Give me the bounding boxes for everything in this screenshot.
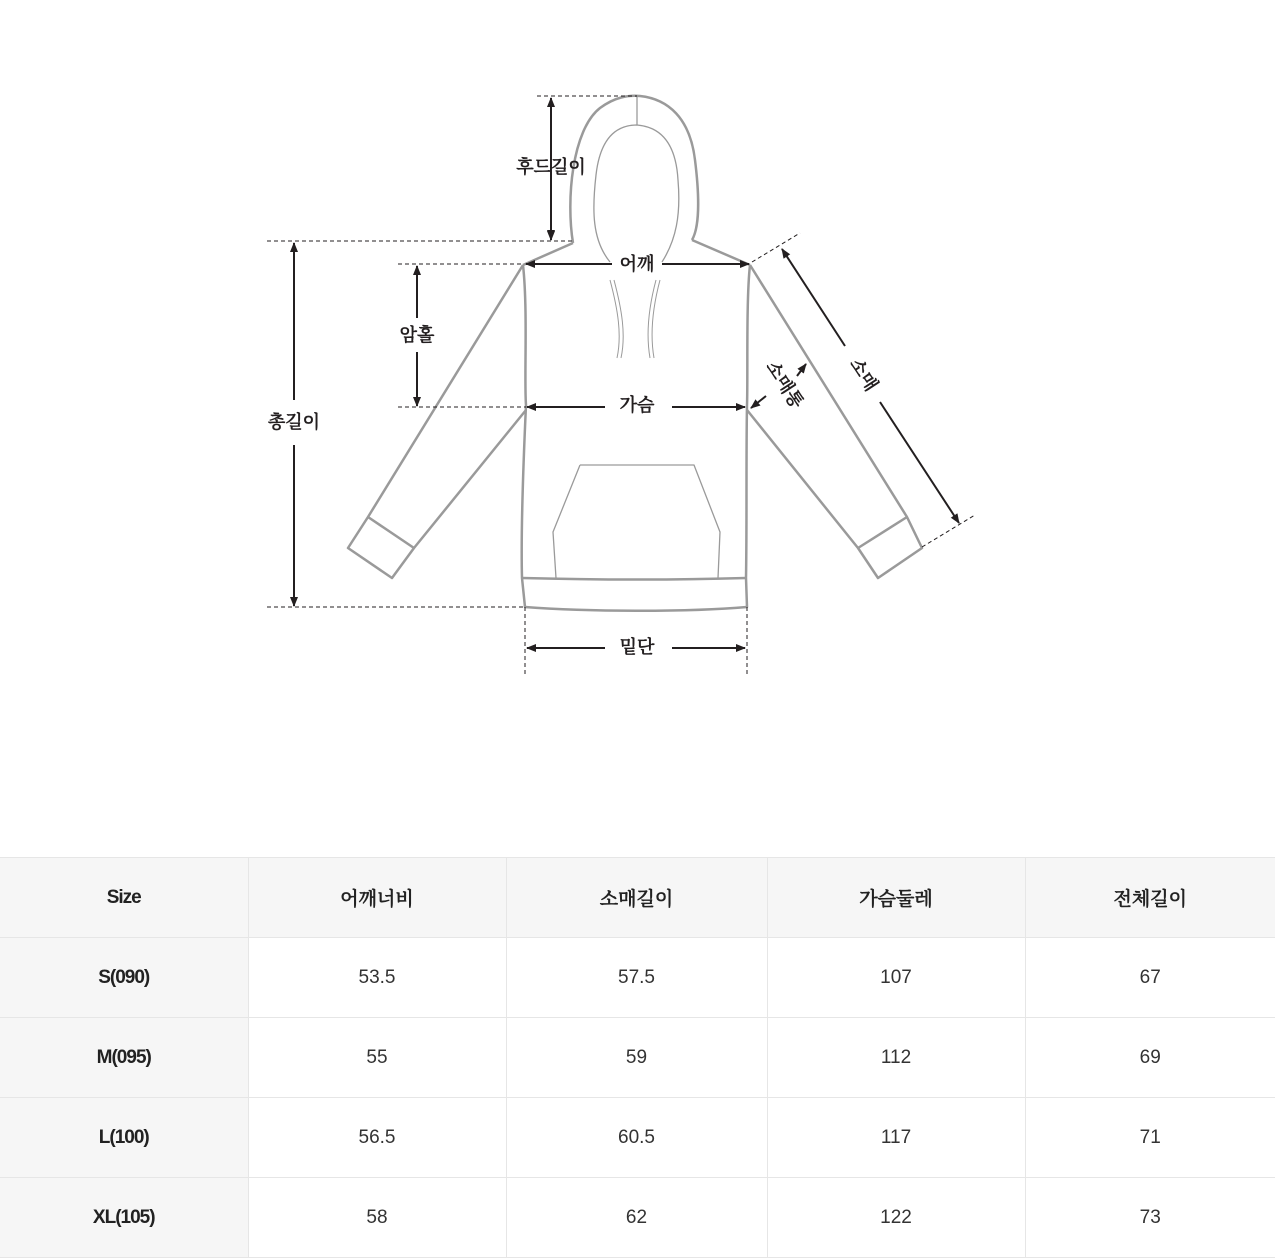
header-sleeve-length: 소매길이 xyxy=(506,858,767,938)
table-cell: 53.5 xyxy=(248,938,506,1018)
right-sleeve xyxy=(747,265,922,578)
hood-outer xyxy=(570,96,698,243)
size-cell: L(100) xyxy=(0,1098,248,1178)
header-total-length: 전체길이 xyxy=(1025,858,1275,938)
table-cell: 57.5 xyxy=(506,938,767,1018)
table-cell: 122 xyxy=(767,1178,1025,1258)
header-size: Size xyxy=(0,858,248,938)
hoodie-outline xyxy=(348,96,922,611)
table-cell: 55 xyxy=(248,1018,506,1098)
table-cell: 117 xyxy=(767,1098,1025,1178)
size-table xyxy=(0,857,1275,1258)
size-cell: XL(105) xyxy=(0,1178,248,1258)
header-shoulder-width: 어깨너비 xyxy=(248,858,506,938)
table-cell: 71 xyxy=(1025,1098,1275,1178)
hem-rib xyxy=(522,578,746,580)
table-cell: 59 xyxy=(506,1018,767,1098)
table-row xyxy=(0,1178,1275,1258)
sleeve-label: 소매 xyxy=(845,354,882,396)
left-sleeve xyxy=(348,265,526,578)
pocket xyxy=(553,465,720,578)
drawstrings xyxy=(610,280,660,358)
table-cell: 112 xyxy=(767,1018,1025,1098)
armhole-label: 암홀 xyxy=(399,325,435,346)
header-chest: 가슴둘레 xyxy=(767,858,1025,938)
sleeve-opening-label: 소매통 xyxy=(761,357,808,413)
hood-length-label: 후드길이 xyxy=(516,157,586,178)
shoulder-label: 어깨 xyxy=(619,254,655,275)
size-cell: M(095) xyxy=(0,1018,248,1098)
table-cell: 62 xyxy=(506,1178,767,1258)
table-row xyxy=(0,1098,1275,1178)
table-cell: 67 xyxy=(1025,938,1275,1018)
chest-label: 가슴 xyxy=(619,395,655,416)
table-header-row xyxy=(0,858,1275,938)
table-cell: 69 xyxy=(1025,1018,1275,1098)
table-cell: 58 xyxy=(248,1178,506,1258)
body xyxy=(522,265,750,611)
table-row xyxy=(0,938,1275,1018)
size-cell: S(090) xyxy=(0,938,248,1018)
hem-label: 밑단 xyxy=(619,637,655,658)
hood-inner xyxy=(594,125,679,262)
table-cell: 73 xyxy=(1025,1178,1275,1258)
table-cell: 107 xyxy=(767,938,1025,1018)
total-length-label: 총길이 xyxy=(267,412,321,433)
table-cell: 56.5 xyxy=(248,1098,506,1178)
table-cell: 60.5 xyxy=(506,1098,767,1178)
table-row xyxy=(0,1018,1275,1098)
